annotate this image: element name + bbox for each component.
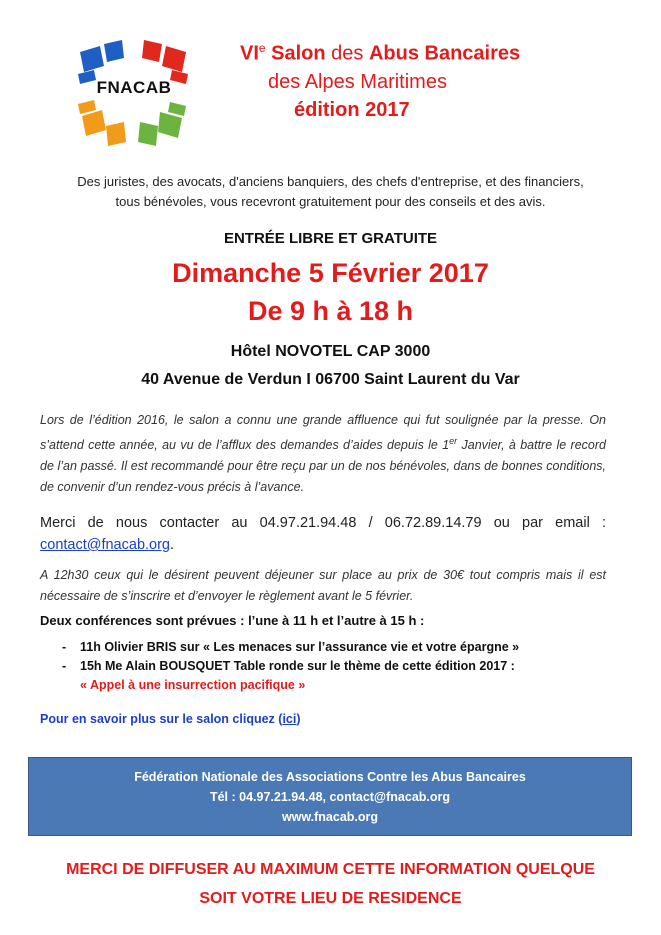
more-info-text: Pour en savoir plus sur le salon cliquez ( xyxy=(40,712,283,726)
more-info-end: ) xyxy=(296,712,301,726)
title-des: des xyxy=(325,42,369,65)
intro-text xyxy=(20,172,641,212)
title-abus: Abus Bancaires xyxy=(368,42,521,65)
final-call-line-1: MERCI DE DIFFUSER AU MAXIMUM CETTE INFORMATION QUELQUE xyxy=(66,861,595,878)
list-item xyxy=(62,657,608,695)
paragraph-2016-part2: Janvier, à battre le record de l’an passé. Il est recommandé pour être reçu par un de nos bénévoles, dans de bonnes conditions, de convenir d’un rendez-vous précis à l’avance. xyxy=(40,438,606,495)
list-dash: - xyxy=(62,640,67,654)
logo-text: FNACAB xyxy=(96,78,172,97)
final-call-line-2: SOIT VOTRE LIEU DE RESIDENCE xyxy=(199,890,462,907)
footer-box xyxy=(28,757,632,836)
lunch-paragraph: A 12h30 ceux qui le désirent peuvent déjeuner sur place au prix de 30€ tout compris mais il est nécessaire de s’inscrire et d’envoyer le règlement avant le 5 février. xyxy=(40,568,606,603)
more-info-link[interactable]: ici xyxy=(282,712,297,726)
conference-2-quote: « Appel à une insurrection pacifique » xyxy=(80,678,306,692)
contact-email-link[interactable]: contact@fnacab.org xyxy=(40,537,170,553)
paragraph-2016-part1: Lors de l’édition 2016, le salon a connu une grande affluence qui fut soulignée par la presse. On s’attend cette année, au vu de l’afflux des demandes d’aides depuis le 1 xyxy=(40,413,606,453)
edition-number: VI xyxy=(240,42,259,65)
paragraph-2016-sup: er xyxy=(449,436,458,446)
final-call xyxy=(0,855,661,913)
venue-address: 40 Avenue de Verdun I 06700 Saint Laurent du Var xyxy=(141,371,520,388)
conferences-heading: Deux conférences sont prévues : l’une à 11 h et l’autre à 15 h : xyxy=(40,613,425,628)
event-hours: De 9 h à 18 h xyxy=(247,296,414,326)
list-dash: - xyxy=(62,659,67,673)
footer-website: www.fnacab.org xyxy=(281,810,379,824)
edition-sup: e xyxy=(258,41,266,55)
intro-line-1: Des juristes, des avocats, d'anciens banquiers, des chefs d'entreprise, et des financiers, xyxy=(77,174,584,189)
footer-org: Fédération Nationale des Associations Contre les Abus Bancaires xyxy=(134,770,526,784)
conference-1: 11h Olivier BRIS sur « Les menaces sur l’assurance vie et votre épargne » xyxy=(80,640,520,654)
contact-text: Merci de nous contacter au 04.97.21.94.48 / 06.72.89.14.79 ou par email : xyxy=(40,515,606,531)
more-info xyxy=(40,712,301,726)
title-salon: Salon xyxy=(265,42,326,65)
contact-paragraph xyxy=(40,512,606,556)
intro-line-2: tous bénévoles, vous recevront gratuitement pour des conseils et des avis. xyxy=(115,194,546,209)
venue-hotel: Hôtel NOVOTEL CAP 3000 xyxy=(230,343,431,360)
conference-2 xyxy=(80,657,515,695)
contact-end: . xyxy=(170,537,175,553)
title-block xyxy=(240,34,640,124)
event-subtitle: des Alpes Maritimes xyxy=(268,70,447,93)
event-title xyxy=(240,34,640,68)
event-date: Dimanche 5 Février 2017 xyxy=(172,258,489,288)
event-edition: édition 2017 xyxy=(294,98,410,121)
footer-contact: Tél : 04.97.21.94.48, contact@fnacab.org xyxy=(209,790,451,804)
conference-2-text: 15h Me Alain BOUSQUET Table ronde sur le thème de cette édition 2017 : xyxy=(80,659,515,673)
paragraph-2016 xyxy=(40,410,606,498)
conferences-list xyxy=(62,638,608,695)
list-item xyxy=(62,638,608,657)
entree-libre: ENTRÉE LIBRE ET GRATUITE xyxy=(223,230,438,247)
